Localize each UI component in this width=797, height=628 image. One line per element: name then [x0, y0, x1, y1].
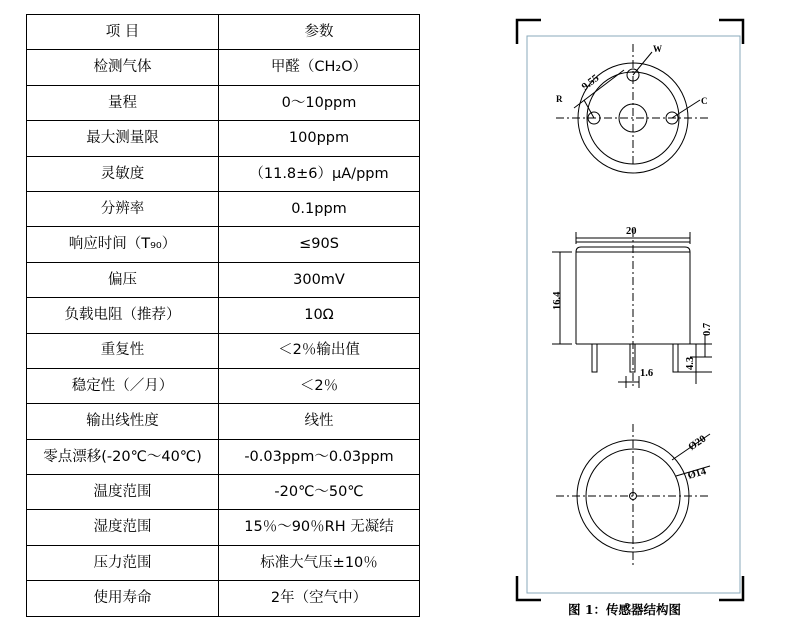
spec-value-cell: 100ppm	[219, 121, 420, 156]
corner-bracket-top-right	[719, 20, 743, 44]
spec-row	[27, 191, 420, 226]
spec-item-cell: 最大测量限	[27, 121, 219, 156]
spec-value-cell: 参数	[219, 15, 420, 50]
spec-value-cell: 线性	[219, 404, 420, 439]
sensor-structure-figure	[500, 14, 760, 604]
spec-row	[27, 50, 420, 85]
spec-value-cell: 2年（空气中）	[219, 581, 420, 616]
spec-row	[27, 15, 420, 50]
spec-value-cell: ＜2％	[219, 368, 420, 403]
spec-value-cell: ＜2％输出值	[219, 333, 420, 368]
spec-row	[27, 156, 420, 191]
side-height-label: 16.4	[552, 291, 563, 310]
corner-bracket-bottom-left	[517, 576, 541, 600]
side-pin-dia-label: 1.6	[640, 368, 654, 379]
spec-item-cell: 负载电阻（推荐）	[27, 298, 219, 333]
spec-row	[27, 262, 420, 297]
spec-item-cell: 稳定性（／月）	[27, 368, 219, 403]
spec-value-cell: 0～10ppm	[219, 85, 420, 120]
side-gap-label: 0.7	[702, 322, 713, 336]
spec-row	[27, 298, 420, 333]
spec-item-cell: 项 目	[27, 15, 219, 50]
spec-value-cell: 10Ω	[219, 298, 420, 333]
spec-item-cell: 检测气体	[27, 50, 219, 85]
spec-value-cell: 甲醛（CH₂O）	[219, 50, 420, 85]
spec-row	[27, 475, 420, 510]
spec-item-cell: 偏压	[27, 262, 219, 297]
spec-item-cell: 重复性	[27, 333, 219, 368]
spec-item-cell: 零点漂移(-20℃～40℃)	[27, 439, 219, 474]
sensor-top-view	[556, 44, 708, 173]
spec-item-cell: 温度范围	[27, 475, 219, 510]
spec-item-cell: 压力范围	[27, 545, 219, 580]
spec-row	[27, 545, 420, 580]
spec-row	[27, 510, 420, 545]
spec-row	[27, 439, 420, 474]
spec-table	[26, 14, 420, 617]
side-width-label: 20	[626, 226, 637, 237]
spec-item-cell: 分辨率	[27, 191, 219, 226]
figure-caption: 图 1：传感器结构图	[568, 602, 682, 617]
corner-bracket-bottom-right	[719, 576, 743, 600]
spec-value-cell: 0.1ppm	[219, 191, 420, 226]
bottom-outer-dia-label: Ø20	[686, 433, 709, 454]
spec-value-cell: 15％～90％RH 无凝结	[219, 510, 420, 545]
spec-item-cell: 输出线性度	[27, 404, 219, 439]
spec-row	[27, 227, 420, 262]
spec-value-cell: ≤90S	[219, 227, 420, 262]
spec-row	[27, 85, 420, 120]
spec-value-cell: 标准大气压±10％	[219, 545, 420, 580]
spec-value-cell: 300mV	[219, 262, 420, 297]
pin-r-label: R	[556, 94, 563, 104]
spec-row	[27, 581, 420, 616]
corner-bracket-top-left	[517, 20, 541, 44]
spec-row	[27, 333, 420, 368]
spec-item-cell: 响应时间（T₉₀）	[27, 227, 219, 262]
spec-row	[27, 368, 420, 403]
side-pin-len-label: 4.3	[685, 356, 696, 370]
pin-w-label: W	[653, 44, 662, 54]
spec-value-cell: -0.03ppm～0.03ppm	[219, 439, 420, 474]
spec-item-cell: 灵敏度	[27, 156, 219, 191]
spec-value-cell: -20℃～50℃	[219, 475, 420, 510]
pin-c-label: C	[701, 96, 708, 106]
spec-table-body	[27, 15, 420, 617]
spec-row	[27, 404, 420, 439]
spec-item-cell: 使用寿命	[27, 581, 219, 616]
top-dim-label: 9.55	[580, 72, 602, 93]
spec-item-cell: 量程	[27, 85, 219, 120]
bottom-inner-dia-label: Ø14	[686, 466, 708, 482]
spec-item-cell: 湿度范围	[27, 510, 219, 545]
spec-value-cell: （11.8±6）μA/ppm	[219, 156, 420, 191]
spec-row	[27, 121, 420, 156]
